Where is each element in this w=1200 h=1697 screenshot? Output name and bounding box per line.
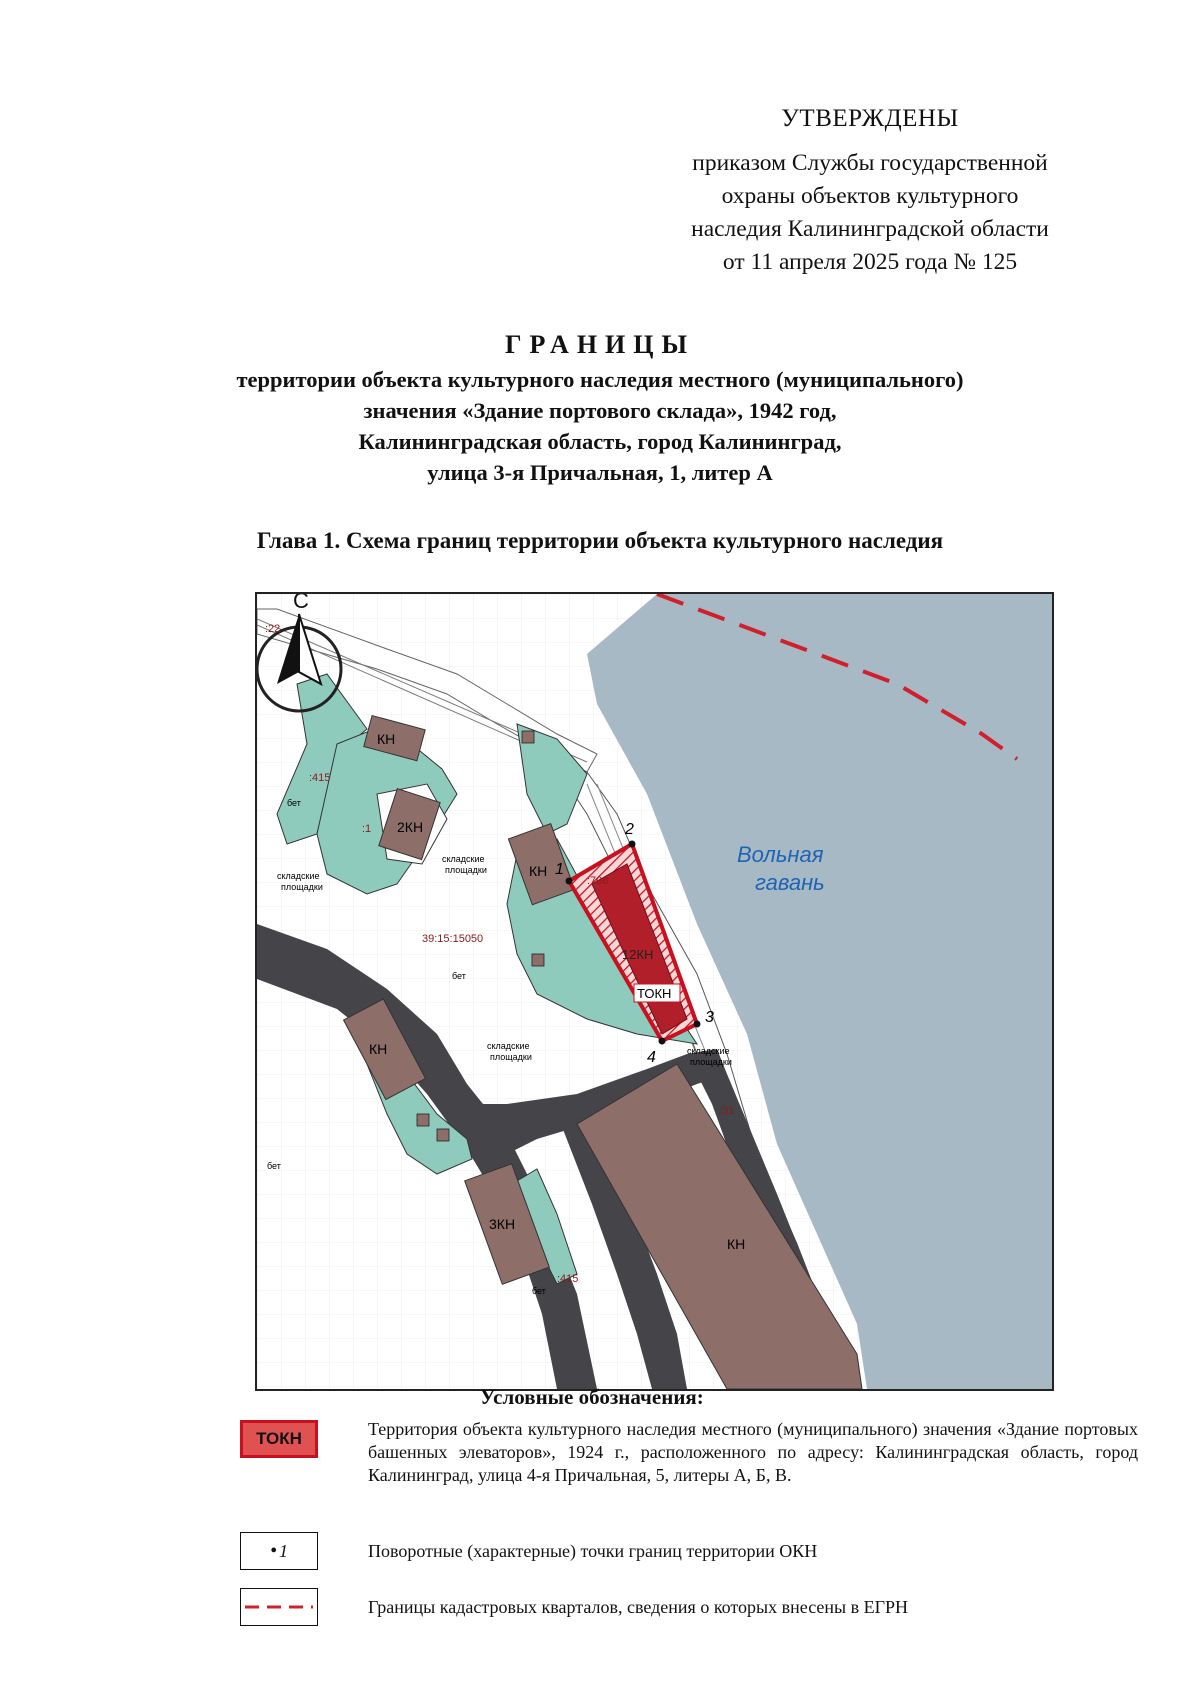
title-line: значения «Здание портового склада», 1942 год, <box>363 398 837 423</box>
area-label: площадки <box>490 1052 532 1062</box>
legend-symbol-okn-label: ТОКН <box>256 1429 302 1448</box>
water-label: гавань <box>755 870 825 895</box>
turning-point-2 <box>629 841 636 848</box>
legend-symbol-okn <box>240 1420 318 1458</box>
legend-item-point <box>240 1532 1140 1572</box>
parcel-label: :708 <box>587 875 609 887</box>
point-label-4: 4 <box>647 1049 656 1066</box>
map-canvas <box>257 594 1052 1389</box>
small-building <box>522 731 534 743</box>
legend-text: Поворотные (характерные) точки границ территории ОКН <box>368 1541 818 1561</box>
building-label-12kn: 12КН <box>622 947 654 962</box>
approval-heading: УТВЕРЖДЕНЫ <box>781 105 959 132</box>
area-label: складские <box>442 854 485 864</box>
legend-title: Условные обозначения: <box>480 1385 704 1409</box>
legend-item-okn <box>240 1418 1140 1518</box>
building-label-kn: КН <box>529 863 548 879</box>
surface-label: бет <box>287 798 301 808</box>
title-line: Калининградская область, город Калининград, <box>358 429 842 454</box>
surface-label: бет <box>452 971 466 981</box>
area-label: площадки <box>690 1057 732 1067</box>
small-building <box>437 1129 449 1141</box>
area-label: площадки <box>445 865 487 875</box>
approval-line: приказом Службы государственной <box>692 150 1048 176</box>
title-main: ГРАНИЦЫ <box>504 330 696 359</box>
point-label-3: 3 <box>705 1009 714 1026</box>
building-label-kn: КН <box>369 1041 388 1057</box>
parcel-label: :1 <box>362 823 372 835</box>
legend-symbol-cadastral <box>240 1588 318 1626</box>
legend-symbol-point: • 1 <box>240 1532 318 1570</box>
okn-label: ТОКН <box>637 986 672 1001</box>
area-label: складские <box>487 1041 530 1051</box>
chapter-heading: Глава 1. Схема границ территории объекта культурного наследия <box>256 528 944 553</box>
approval-line: охраны объектов культурного <box>721 183 1019 209</box>
water-label: Вольная <box>737 842 824 867</box>
quarter-label: 39:15:15050 <box>422 933 484 945</box>
document-title <box>80 330 1120 488</box>
boundary-map <box>255 592 1054 1391</box>
building-label-3kn: 3КН <box>489 1216 516 1232</box>
approval-block <box>640 105 1100 279</box>
title-line: улица 3-я Причальная, 1, литер А <box>427 460 773 485</box>
point-label-1: 1 <box>555 861 564 878</box>
surface-label: бет <box>267 1161 281 1171</box>
title-line: территории объекта культурного наследия местного (муниципального) <box>236 367 964 392</box>
area-label: площадки <box>281 882 323 892</box>
parcel-label: :415 <box>309 772 331 784</box>
building-label-kn: КН <box>377 731 396 747</box>
small-building <box>532 954 544 966</box>
dashed-line-icon <box>241 1589 316 1624</box>
surface-label: бет <box>532 1286 546 1296</box>
legend-text: Границы кадастровых кварталов, сведения о которых внесены в ЕГРН <box>368 1597 909 1617</box>
turning-point-4 <box>659 1038 666 1045</box>
area-label: складские <box>277 871 320 881</box>
legend-symbol-point-label: 1 <box>279 1540 288 1561</box>
parcel-label: :22 <box>265 623 281 635</box>
turning-point-1 <box>566 878 573 885</box>
approval-line: от 11 апреля 2025 года № 125 <box>722 249 1018 275</box>
building-label-2kn: 2КН <box>397 819 424 835</box>
parcel-label: :415 <box>557 1273 579 1285</box>
north-label: С <box>293 594 309 613</box>
parcel-label: :31 <box>719 1105 735 1117</box>
small-building <box>417 1114 429 1126</box>
approval-line: наследия Калининградской области <box>691 216 1049 242</box>
legend-item-cadastral <box>240 1588 1140 1628</box>
area-label: складские <box>687 1046 730 1056</box>
point-label-2: 2 <box>625 821 634 838</box>
building-label-kn: КН <box>727 1236 746 1252</box>
turning-point-3 <box>694 1021 701 1028</box>
legend-text: Территория объекта культурного наследия местного (муниципального) значения «Здание портовых башенных элеваторов», 1924 г., расположенного по адресу: Калининградская область, город Калининград, улица 4-я Причальная, 5, литеры А, Б, В. <box>368 1419 1138 1485</box>
